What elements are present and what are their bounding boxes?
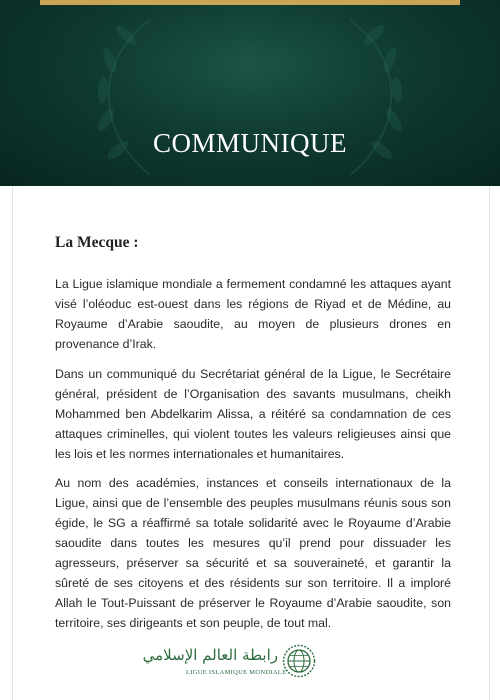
paragraph-2: Dans un communiqué du Secrétariat général de la Ligue, le Secrétaire général, président de l’Organisation des savants musulmans, cheikh Mohammed ben Abdelkarim Alissa, a réitéré sa condamnation de ces attaques criminelles, qui violent toutes les valeurs religieuses ainsi que les lois et les normes internationales et humanitaires. [55,367,451,461]
organization-logo [142,640,316,686]
paragraph-3: Au nom des académies, instances et conseils internationaux de la Ligue, ainsi que de l’ensemble des peuples musulmans réunis sous son égide, le SG a réaffirmé sa totale solidarité avec le Royaume d’Arabie saoudite dans toutes les mesures qu’il prend pour dissuader les agresseurs, préserver sa sécurité et sa souveraineté, et garantir la sûreté de ses citoyens et des résidents sur son territoire. Il a imploré Allah le Tout-Puissant de préserver le Royaume d’Arabie saoudite, son territoire, ses dirigeants et son peuple, de tout mal. [55,476,451,630]
dateline-location: La Mecque : [55,234,139,251]
paragraph-1: La Ligue islamique mondiale a fermement condamné les attaques ayant visé l’oléoduc est-ouest dans les régions de Riyad et de Médine, au Royaume d’Arabie saoudite, au moyen de plusieurs drones en provenance d’Irak. [55,277,451,351]
globe-emblem-icon [282,644,316,678]
logo-french-text: LIGUE ISLAMIQUE MONDIALE [186,669,287,676]
header-banner [0,0,500,186]
logo-arabic-text: رابطة العالم الإسلامي [142,646,278,664]
page-title: COMMUNIQUE [153,128,347,158]
gold-accent-bar [40,0,460,5]
